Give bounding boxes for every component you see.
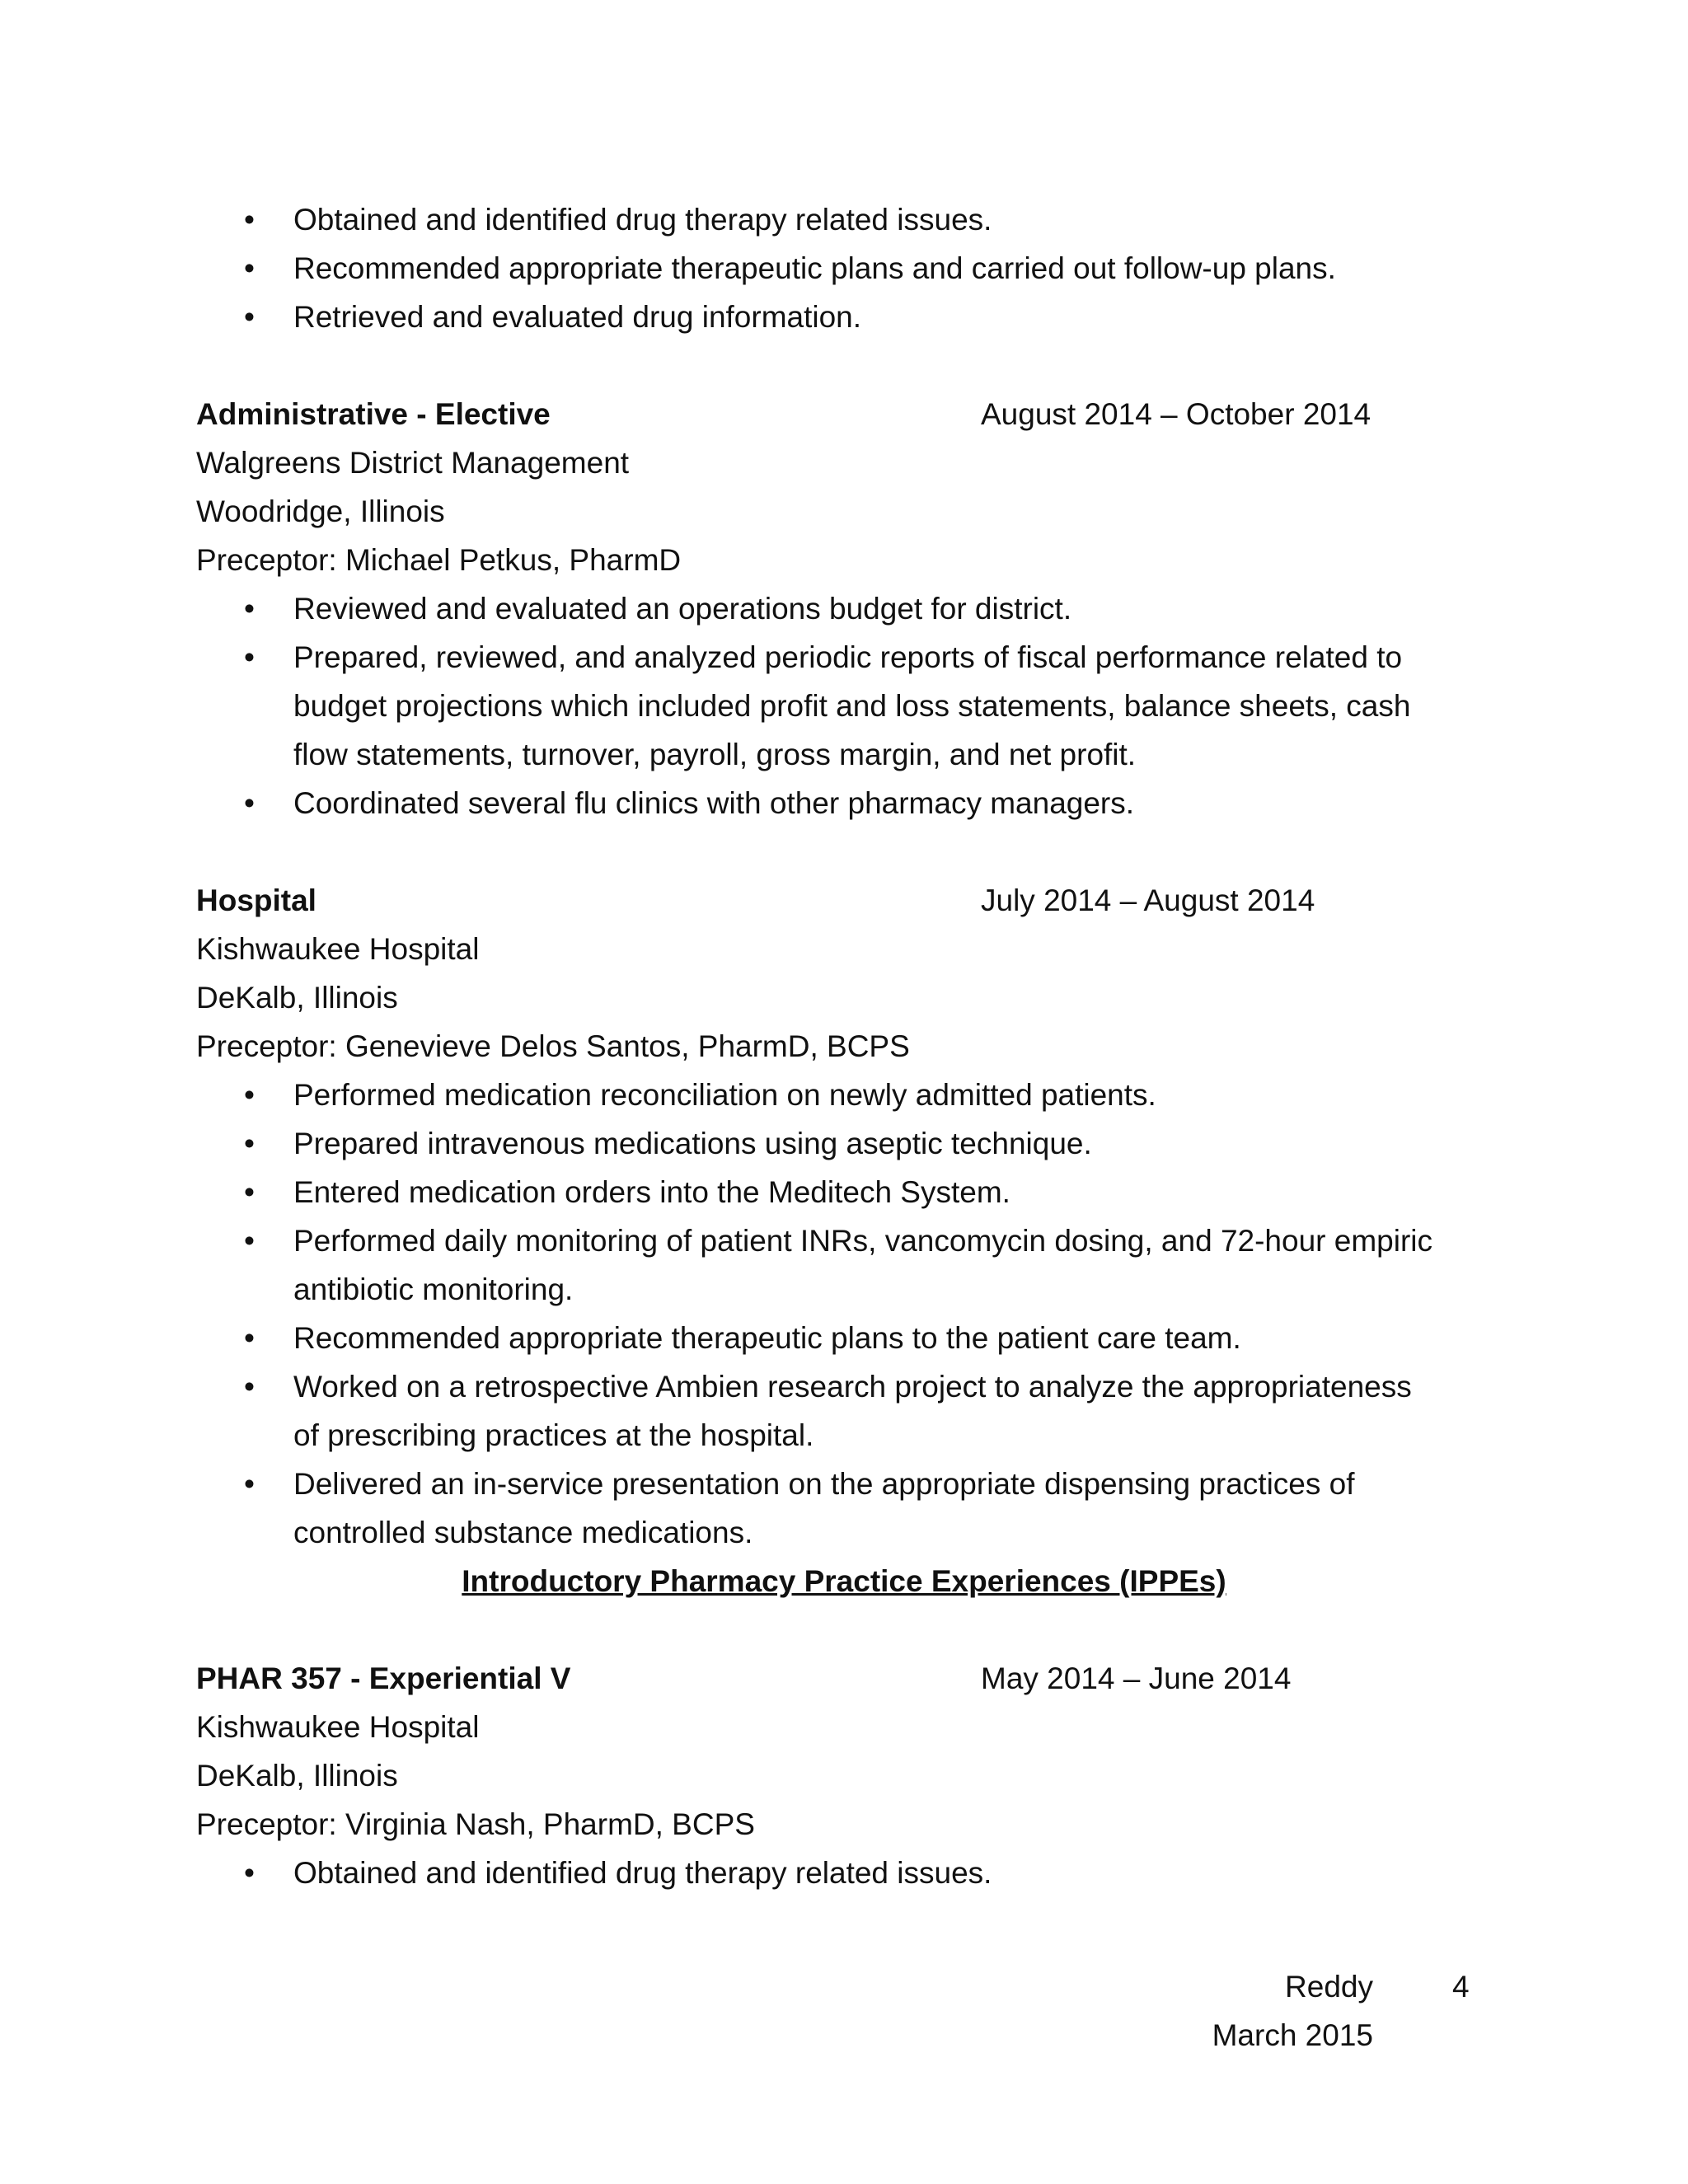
bullet-text: Performed daily monitoring of patient INRs, vancomycin dosing, and 72-hour empiric	[293, 1224, 1432, 1258]
footer-name: Reddy	[1285, 1970, 1373, 2004]
rotation-title: PHAR 357 - Experiential V	[196, 1661, 571, 1695]
bullet-marker: •	[244, 1078, 255, 1112]
bullet-text: Performed medication reconciliation on newly admitted patients.	[293, 1078, 1156, 1112]
bullet-text: Coordinated several flu clinics with other pharmacy managers.	[293, 786, 1135, 820]
section-heading: Introductory Pharmacy Practice Experiences (IPPEs)	[462, 1564, 1226, 1598]
rotation-organization: Kishwaukee Hospital	[196, 1710, 480, 1744]
bullet-text: Reviewed and evaluated an operations budget for district.	[293, 592, 1072, 626]
bullet-text: Recommended appropriate therapeutic plans to the patient care team.	[293, 1321, 1241, 1355]
bullet-text: Prepared, reviewed, and analyzed periodic reports of fiscal performance related to	[293, 640, 1403, 674]
bullet-text: Obtained and identified drug therapy related issues.	[293, 203, 992, 237]
bullet-marker: •	[244, 640, 255, 674]
bullet-text-continued: controlled substance medications.	[293, 1516, 753, 1549]
rotation-preceptor: Preceptor: Virginia Nash, PharmD, BCPS	[196, 1807, 755, 1841]
bullet-marker: •	[244, 1467, 255, 1501]
bullet-marker: •	[244, 1370, 255, 1404]
bullet-text: Prepared intravenous medications using aseptic technique.	[293, 1127, 1092, 1160]
bullet-marker: •	[244, 251, 255, 285]
bullet-text: Delivered an in-service presentation on the appropriate dispensing practices of	[293, 1467, 1355, 1501]
bullet-text-continued: budget projections which included profit and loss statements, balance sheets, cash	[293, 689, 1411, 723]
rotation-organization: Kishwaukee Hospital	[196, 932, 480, 966]
rotation-dates: July 2014 – August 2014	[981, 883, 1315, 917]
bullet-text-continued: antibiotic monitoring.	[293, 1272, 574, 1306]
bullet-text: Worked on a retrospective Ambien research project to analyze the appropriateness	[293, 1370, 1412, 1404]
rotation-title: Hospital	[196, 883, 316, 917]
footer-date: March 2015	[1212, 2018, 1373, 2052]
bullet-marker: •	[244, 1224, 255, 1258]
rotation-location: DeKalb, Illinois	[196, 1759, 398, 1793]
bullet-marker: •	[244, 786, 255, 820]
rotation-dates: August 2014 – October 2014	[981, 397, 1372, 431]
bullet-marker: •	[244, 203, 255, 237]
rotation-preceptor: Preceptor: Michael Petkus, PharmD	[196, 543, 682, 577]
rotation-location: DeKalb, Illinois	[196, 981, 398, 1015]
bullet-marker: •	[244, 592, 255, 626]
rotation-organization: Walgreens District Management	[196, 446, 630, 480]
rotation-location: Woodridge, Illinois	[196, 494, 445, 528]
bullet-text-continued: of prescribing practices at the hospital.	[293, 1418, 814, 1452]
bullet-text: Entered medication orders into the Meditech System.	[293, 1175, 1010, 1209]
rotation-preceptor: Preceptor: Genevieve Delos Santos, PharmD, BCPS	[196, 1029, 910, 1063]
bullet-marker: •	[244, 300, 255, 334]
bullet-text: Retrieved and evaluated drug information.	[293, 300, 862, 334]
bullet-marker: •	[244, 1856, 255, 1890]
page-number: 4	[1452, 1970, 1470, 2004]
bullet-text: Recommended appropriate therapeutic plans and carried out follow-up plans.	[293, 251, 1336, 285]
bullet-marker: •	[244, 1127, 255, 1160]
bullet-text: Obtained and identified drug therapy related issues.	[293, 1856, 992, 1890]
rotation-title: Administrative - Elective	[196, 397, 551, 431]
bullet-text-continued: flow statements, turnover, payroll, gross margin, and net profit.	[293, 738, 1137, 771]
bullet-marker: •	[244, 1175, 255, 1209]
rotation-dates: May 2014 – June 2014	[981, 1661, 1292, 1695]
bullet-marker: •	[244, 1321, 255, 1355]
